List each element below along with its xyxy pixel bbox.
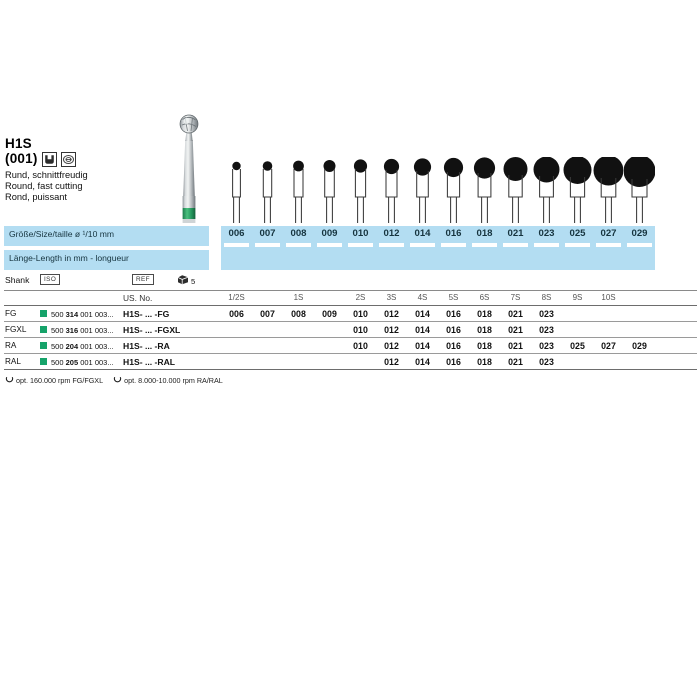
speed-footer bbox=[5, 375, 223, 386]
size-length-labels bbox=[4, 226, 209, 270]
data-cell: 008 bbox=[291, 308, 306, 319]
size-length-table bbox=[4, 226, 697, 270]
size-value: 006 bbox=[228, 228, 245, 239]
bur-schematic-029 bbox=[624, 157, 655, 225]
iso-group: 204 bbox=[65, 341, 79, 351]
data-cell: 012 bbox=[384, 324, 399, 335]
iso-group: 205 bbox=[65, 357, 79, 367]
bur-schematic-021 bbox=[500, 157, 531, 225]
data-cell: 025 bbox=[570, 340, 585, 351]
size-cell-010[interactable] bbox=[345, 226, 376, 270]
size-value: 023 bbox=[538, 228, 555, 239]
bur-schematic-025 bbox=[562, 157, 593, 225]
data-cell: 018 bbox=[477, 356, 492, 367]
color-code-swatch bbox=[40, 358, 47, 365]
bur-schematic-014 bbox=[407, 157, 438, 225]
description-en: Round, fast cutting bbox=[5, 180, 83, 191]
iso-group: 316 bbox=[65, 325, 79, 335]
us-size-label-5s: 5S bbox=[448, 293, 459, 302]
us-size-label-9s: 9S bbox=[572, 293, 583, 302]
iso-tag: ISO bbox=[40, 274, 60, 285]
package-box-icon bbox=[176, 272, 190, 291]
size-value: 018 bbox=[476, 228, 493, 239]
data-cell: 012 bbox=[384, 356, 399, 367]
iso-group: 314 bbox=[65, 309, 79, 319]
table-row[interactable] bbox=[4, 354, 697, 370]
cell-separator bbox=[379, 243, 404, 247]
cell-separator bbox=[565, 243, 590, 247]
cell-separator bbox=[224, 243, 249, 247]
shank-legend-row bbox=[4, 272, 697, 291]
color-code-swatch bbox=[40, 342, 47, 349]
data-cell: 023 bbox=[539, 324, 554, 335]
product-iso-code: (001) bbox=[5, 150, 38, 166]
row-shank-type: FGXL bbox=[5, 325, 27, 334]
rotation-speed-icon bbox=[113, 375, 122, 386]
data-cell: 023 bbox=[539, 356, 554, 367]
row-iso-number bbox=[51, 310, 114, 319]
us-size-label-1s: 1S bbox=[293, 293, 304, 302]
size-cell-007[interactable] bbox=[252, 226, 283, 270]
size-cell-014[interactable] bbox=[407, 226, 438, 270]
table-row[interactable] bbox=[4, 338, 697, 354]
data-cell: 012 bbox=[384, 340, 399, 351]
data-cell: 018 bbox=[477, 340, 492, 351]
data-cell: 023 bbox=[539, 308, 554, 319]
data-cell: 014 bbox=[415, 340, 430, 351]
us-size-label-2s: 2S bbox=[355, 293, 366, 302]
size-cell-006[interactable] bbox=[221, 226, 252, 270]
length-row-label: Länge-Length in mm - longueur bbox=[4, 250, 209, 270]
product-code: H1S bbox=[5, 136, 32, 151]
bur-schematic-007 bbox=[252, 157, 283, 225]
cell-separator bbox=[255, 243, 280, 247]
us-no-header: US. No. bbox=[123, 293, 153, 303]
bur-schematic-016 bbox=[438, 157, 469, 225]
row-us-no: H1S- ... -FGXL bbox=[123, 324, 181, 335]
us-size-label-4s: 4S bbox=[417, 293, 428, 302]
us-size-label-half-s: 1/2S bbox=[228, 293, 245, 302]
size-cell-016[interactable] bbox=[438, 226, 469, 270]
size-value: 008 bbox=[290, 228, 307, 239]
reference-table-header bbox=[4, 290, 697, 306]
iso-suffix: 001 003... bbox=[80, 357, 114, 367]
row-shank-type: RA bbox=[5, 341, 17, 350]
data-cell: 021 bbox=[508, 356, 523, 367]
speed-note-fg-text: opt. 160.000 rpm FG/FGXL bbox=[16, 376, 104, 385]
size-cell-021[interactable] bbox=[500, 226, 531, 270]
cell-separator bbox=[286, 243, 311, 247]
shank-label: Shank bbox=[5, 275, 30, 285]
iso-suffix: 001 003... bbox=[80, 325, 114, 335]
data-cell: 016 bbox=[446, 340, 461, 351]
cell-separator bbox=[627, 243, 652, 247]
cell-separator bbox=[441, 243, 466, 247]
size-value: 025 bbox=[569, 228, 586, 239]
bur-schematic-008 bbox=[283, 157, 314, 225]
iso-prefix: 500 bbox=[51, 341, 64, 351]
data-cell: 021 bbox=[508, 308, 523, 319]
data-cell: 018 bbox=[477, 324, 492, 335]
iso-prefix: 500 bbox=[51, 309, 64, 319]
speed-note-ra-text: opt. 8.000-10.000 rpm RA/RAL bbox=[124, 376, 223, 385]
bur-schematic-012 bbox=[376, 157, 407, 225]
package-count: 5 bbox=[191, 277, 196, 286]
cell-separator bbox=[410, 243, 435, 247]
data-cell: 018 bbox=[477, 308, 492, 319]
data-cell: 021 bbox=[508, 324, 523, 335]
rotation-speed-icon bbox=[5, 375, 14, 386]
data-cell: 010 bbox=[353, 340, 368, 351]
row-iso-number bbox=[51, 326, 114, 335]
row-us-no: H1S- ... -RA bbox=[123, 340, 170, 351]
size-value: 009 bbox=[321, 228, 338, 239]
data-cell: 006 bbox=[229, 308, 244, 319]
bur-schematic-023 bbox=[531, 157, 562, 225]
data-cell: 014 bbox=[415, 308, 430, 319]
bur-illustration-strip bbox=[0, 112, 700, 225]
us-size-label-8s: 8S bbox=[541, 293, 552, 302]
hero-bur-illustration bbox=[171, 112, 207, 225]
bur-schematic-018 bbox=[469, 157, 500, 225]
data-cell: 016 bbox=[446, 308, 461, 319]
data-cell: 010 bbox=[353, 324, 368, 335]
iso-suffix: 001 003... bbox=[80, 341, 114, 351]
size-value: 029 bbox=[631, 228, 648, 239]
us-size-label-7s: 7S bbox=[510, 293, 521, 302]
description-fr: Rond, puissant bbox=[5, 192, 68, 203]
data-cell: 014 bbox=[415, 356, 430, 367]
cell-separator bbox=[503, 243, 528, 247]
bur-schematic-027 bbox=[593, 157, 624, 225]
cell-separator bbox=[472, 243, 497, 247]
iso-prefix: 500 bbox=[51, 357, 64, 367]
size-value: 014 bbox=[414, 228, 431, 239]
bur-schematic-009 bbox=[314, 157, 345, 225]
size-value: 016 bbox=[445, 228, 462, 239]
us-size-label-3s: 3S bbox=[386, 293, 397, 302]
row-iso-number bbox=[51, 358, 114, 367]
size-value: 010 bbox=[352, 228, 369, 239]
size-cell-012[interactable] bbox=[376, 226, 407, 270]
size-cell-018[interactable] bbox=[469, 226, 500, 270]
cell-separator bbox=[534, 243, 559, 247]
row-iso-number bbox=[51, 342, 114, 351]
row-shank-type: RAL bbox=[5, 357, 21, 366]
row-shank-type: FG bbox=[5, 309, 17, 318]
data-cell: 010 bbox=[353, 308, 368, 319]
speed-note-ra bbox=[113, 375, 223, 386]
size-cell-027[interactable] bbox=[593, 226, 624, 270]
size-cell-023[interactable] bbox=[531, 226, 562, 270]
data-cell: 007 bbox=[260, 308, 275, 319]
size-cell-029[interactable] bbox=[624, 226, 655, 270]
size-cell-009[interactable] bbox=[314, 226, 345, 270]
data-cell: 016 bbox=[446, 356, 461, 367]
bur-schematic-006 bbox=[221, 157, 252, 225]
row-us-no: H1S- ... -RAL bbox=[123, 356, 176, 367]
data-cell: 014 bbox=[415, 324, 430, 335]
size-value: 012 bbox=[383, 228, 400, 239]
row-us-no: H1S- ... -FG bbox=[123, 308, 170, 319]
ref-tag: REF bbox=[132, 274, 154, 285]
bur-schematic-010 bbox=[345, 157, 376, 225]
description-de: Rund, schnittfreudig bbox=[5, 169, 88, 180]
cell-separator bbox=[596, 243, 621, 247]
cell-separator bbox=[348, 243, 373, 247]
data-cell: 021 bbox=[508, 340, 523, 351]
data-cell: 029 bbox=[632, 340, 647, 351]
table-row[interactable] bbox=[4, 322, 697, 338]
size-value: 007 bbox=[259, 228, 276, 239]
size-cell-025[interactable] bbox=[562, 226, 593, 270]
size-row-label: Größe/Size/taille ø ¹/10 mm bbox=[4, 226, 209, 246]
data-cell: 009 bbox=[322, 308, 337, 319]
us-size-label-10s: 10S bbox=[601, 293, 616, 302]
data-cell: 023 bbox=[539, 340, 554, 351]
data-cell: 027 bbox=[601, 340, 616, 351]
iso-suffix: 001 003... bbox=[80, 309, 114, 319]
size-value: 027 bbox=[600, 228, 617, 239]
size-value: 021 bbox=[507, 228, 524, 239]
data-cell: 012 bbox=[384, 308, 399, 319]
iso-prefix: 500 bbox=[51, 325, 64, 335]
size-cell-008[interactable] bbox=[283, 226, 314, 270]
data-cell: 016 bbox=[446, 324, 461, 335]
color-code-swatch bbox=[40, 326, 47, 333]
speed-note-fg bbox=[5, 375, 103, 386]
us-size-label-6s: 6S bbox=[479, 293, 490, 302]
table-row[interactable] bbox=[4, 306, 697, 322]
color-code-swatch bbox=[40, 310, 47, 317]
package-info bbox=[176, 272, 195, 291]
reference-table bbox=[4, 290, 697, 370]
cell-separator bbox=[317, 243, 342, 247]
